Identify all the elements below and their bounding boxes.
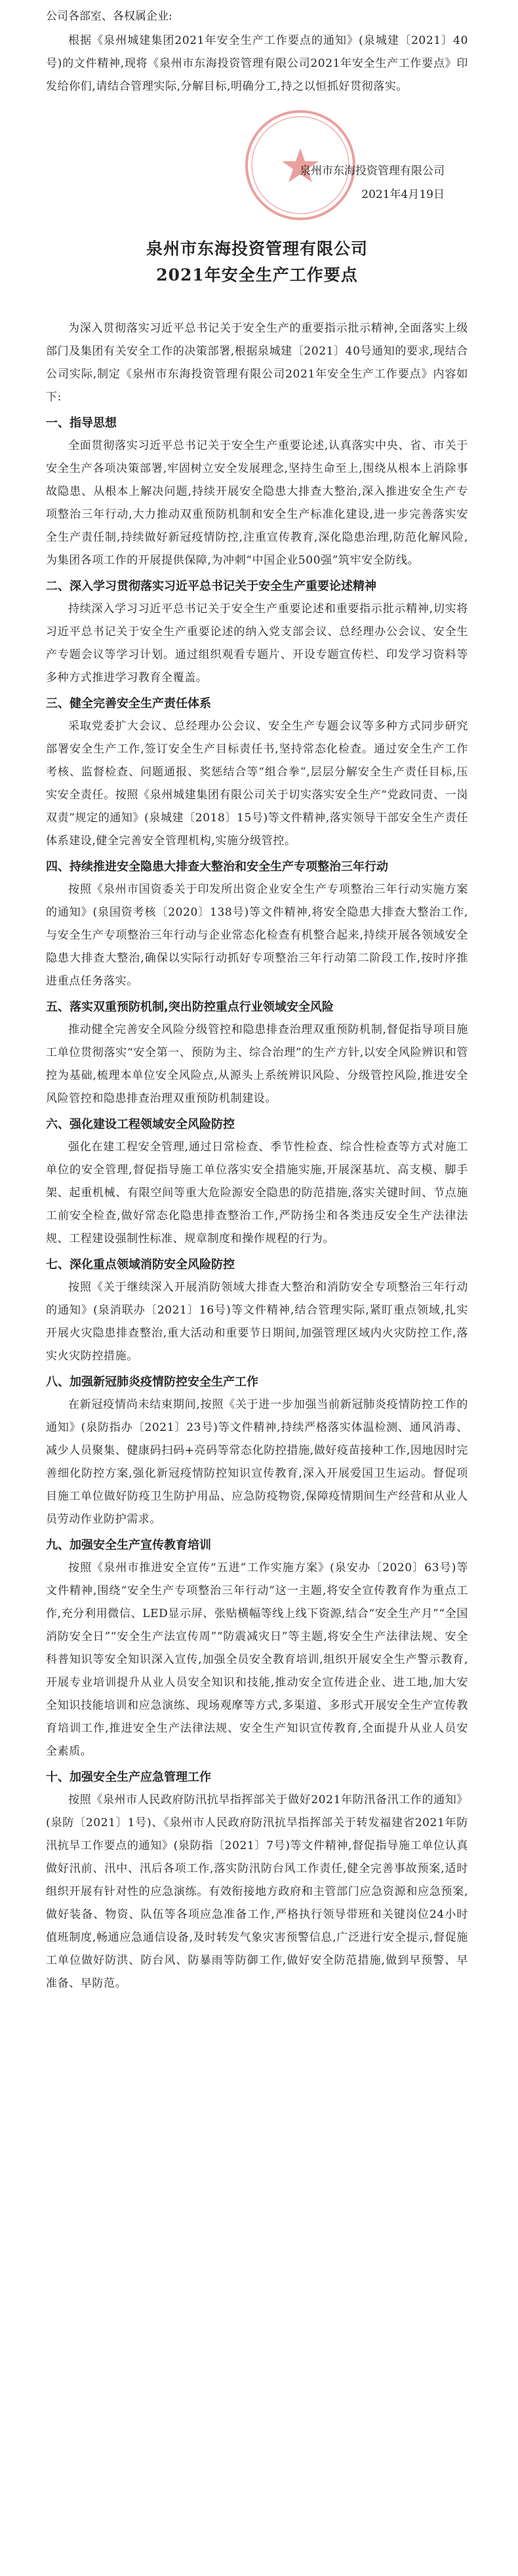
document-title-block <box>46 236 468 288</box>
notice-paragraph: 根据《泉州城建集团2021年安全生产工作要点的通知》(泉城建〔2021〕40号)的文件精神,现将《泉州市东海投资管理有限公司2021年安全生产工作要点》印发给你们,请结合管理实际,分解目标,明确分工,持之以恒抓好贯彻落实。 <box>46 34 468 93</box>
section-paragraph: 推动健全完善安全风险分级管控和隐患排查治理双重预防机制,督促指导项目施工单位贯彻落实“安全第一、预防为主、综合治理”的生产方针,以安全风险辨识和管控为基础,梳理本单位安全风险点,从源头上系统辨识风险、分级管控风险,推进安全风险管控和隐患排查治理双重预防机制建设。 <box>46 1023 468 1105</box>
document-title-line2: 2021年安全生产工作要点 <box>156 265 358 284</box>
section-paragraph: 持续深入学习习近平总书记关于安全生产重要论述和重要指示批示精神,切实将习近平总书记关于安全生产重要论述的纳入党支部会议、总经理办公会议、安全生产专题会议等学习计划。通过组织观看专题片、开设专题宣传栏、印发学习资料等多种方式推进学习教育全覆盖。 <box>46 602 468 684</box>
section-heading: 九、加强安全生产宣传教育培训 <box>46 1538 211 1552</box>
section-heading: 五、落实双重预防机制,突出防控重点行业领域安全风险 <box>46 1000 334 1014</box>
document-title-line1: 泉州市东海投资管理有限公司 <box>146 239 368 258</box>
section-heading: 十、加强安全生产应急管理工作 <box>46 1770 211 1784</box>
signature-company: 泉州市东海投资管理有限公司 <box>300 165 445 178</box>
section-paragraph: 按照《泉州市国资委关于印发所出资企业安全生产专项整治三年行动实施方案的通知》(泉国资考核〔2020〕138号)等文件精神,将安全隐患大排查大整治工作,与安全生产专项整治三年行动与企业常态化检查有机整合起来,持续开展各领域安全隐患大排查大整治,确保以实际行动抓好专项整治三年行动第二阶段工作,按时序推进重点任务落实。 <box>46 883 468 988</box>
signature-date: 2021年4月19日 <box>361 188 445 201</box>
sections-container <box>46 412 468 1995</box>
notice-recipients: 公司各部室、各权属企业: <box>46 10 172 23</box>
section-paragraph: 按照《泉州市人民政府防汛抗旱指挥部关于做好2021年防汛备汛工作的通知》(泉防〔2021〕1号)、《泉州市人民政府防汛抗旱指挥部关于转发福建省2021年防汛抗旱工作要点的通知》(泉防指〔2021〕7号)等文件精神,督促指导施工单位认真做好汛前、汛中、汛后各项工作,落实防汛防台风工作责任,健全完善事故预案,适时组织开展有针对性的应急演练。有效衔接地方政府和主管部门应急资源和应急预案,做好装备、物资、队伍等各项应急准备工作,严格执行领导带班和关键岗位24小时值班制度,畅通应急通信设备,及时转发气象灾害预警信息,广泛进行安全提示,督促施工单位做好防洪、防台风、防暴雨等防御工作,做好安全防范措施,做到早预警、早准备、早防范。 <box>46 1793 468 1990</box>
section-heading: 四、持续推进安全隐患大排查大整治和安全生产专项整治三年行动 <box>46 860 388 874</box>
section-heading: 一、指导思想 <box>46 416 117 430</box>
signature-block <box>46 107 468 206</box>
section-paragraph: 按照《关于继续深入开展消防领域大排查大整治和消防安全专项整治三年行动的通知》(泉消联办〔2021〕16号)等文件精神,结合管理实际,紧盯重点领域,扎实开展火灾隐患排查整治,重大活动和重要节日期间,加强管理区域内火灾防控工作,落实火灾防控措施。 <box>46 1281 468 1363</box>
intro-paragraph: 为深入贯彻落实习近平总书记关于安全生产的重要指示批示精神,全面落实上级部门及集团有关安全工作的决策部署,根据泉城建〔2021〕40号通知的要求,现结合公司实际,制定《泉州市东海投资管理有限公司2021年安全生产工作要点》内容如下: <box>46 322 468 404</box>
section-heading: 八、加强新冠肺炎疫情防控安全生产工作 <box>46 1375 258 1389</box>
section-heading: 七、深化重点领域消防安全风险防控 <box>46 1258 235 1272</box>
section-paragraph: 采取党委扩大会议、总经理办公会议、安全生产专题会议等多种方式同步研究部署安全生产工作,签订安全生产目标责任书,坚持常态化检查。通过安全生产工作考核、监督检查、问题通报、奖惩结合等“组合拳”,层层分解安全生产责任目标,压实安全责任。按照《泉州城建集团有限公司关于切实落实安全生产“党政同责、一岗双责”规定的通知》(泉城建〔2018〕15号)等文件精神,落实领导干部安全生产责任体系建设,健全完善安全管理机构,实施分级管控。 <box>46 720 468 848</box>
section-heading: 六、强化建设工程领域安全风险防控 <box>46 1118 235 1131</box>
section-heading: 三、健全完善安全生产责任体系 <box>46 697 211 711</box>
section-paragraph: 强化在建工程安全管理,通过日常检查、季节性检查、综合性检查等方式对施工单位的安全管理,督促指导施工单位落实安全措施实施,开展深基坑、高支模、脚手架、起重机械、有限空间等重大危险源安全隐患的防范措施,落实关键时间、节点施工前安全检查,做好常态化隐患排查整治工作,严防扬尘和各类违反安全生产法律法规、工程建设强制性标准、规章制度和操作规程的行为。 <box>46 1141 468 1245</box>
section-paragraph: 在新冠疫情尚未结束期间,按照《关于进一步加强当前新冠肺炎疫情防控工作的通知》(泉防指办〔2021〕23号)等文件精神,持续严格落实体温检测、通风消毒、减少人员聚集、健康码扫码+亮码等常态化防控措施,做好疫苗接种工作,因地因时完善细化防控方案,强化新冠疫情防控知识宣传教育,深入开展爱国卫生运动。督促项目施工单位做好防疫卫生防护用品、应急防疫物资,保障疫情期间生产经营和从业人员劳动作业防护需求。 <box>46 1398 468 1526</box>
section-paragraph: 按照《泉州市推进安全宣传“五进”工作实施方案》(泉安办〔2020〕63号)等文件精神,围绕“安全生产专项整治三年行动”这一主题,将安全宣传教育作为重点工作,充分利用微信、LED显示屏、张贴横幅等线上线下资源,结合“安全生产月”“全国消防安全日”“安全生产法宣传周”“防震减灾日”等主题,将安全生产法律法规、安全科普知识等安全知识深入宣传,加强全员安全教育培训,组织开展安全生产警示教育,开展专业培训提升从业人员安全知识和技能,推动安全宣传进企业、进工地,加大安全知识技能培训和应急演练、现场观摩等方式,多渠道、多形式开展安全生产宣传教育培训工作,推进安全生产法律法规、安全生产知识宣传教育,全面提升从业人员安全素质。 <box>46 1561 468 1758</box>
section-heading: 二、深入学习贯彻落实习近平总书记关于安全生产重要论述精神 <box>46 579 376 593</box>
section-paragraph: 全面贯彻落实习近平总书记关于安全生产重要论述,认真落实中央、省、市关于安全生产各项决策部署,牢固树立安全发展理念,坚持生命至上,围绕从根本上消除事故隐患、从根本上解决问题,持续开展安全隐患大排查大整治,深入推进安全生产专项整治三年行动,大力推动双重预防机制和安全生产标准化建设,进一步完善落实安全生产责任制,持续做好新冠疫情防控,注重宣传教育,深化隐患治理,防范化解风险,为集团各项工作的开展提供保障,为冲刺“中国企业500强”筑牢安全防线。 <box>46 439 468 567</box>
